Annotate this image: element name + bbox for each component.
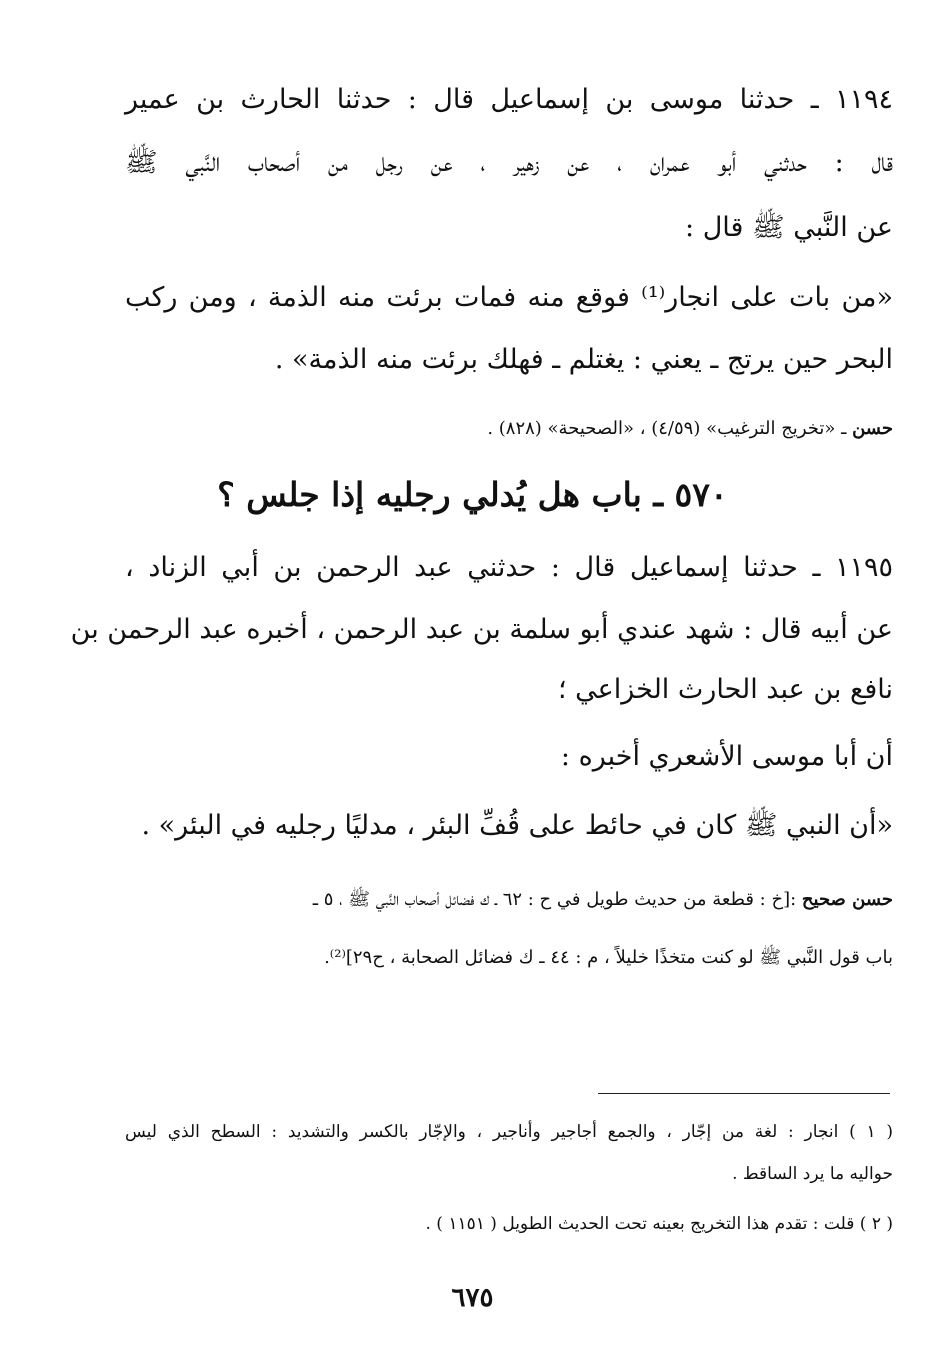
footnote-separator xyxy=(598,1093,890,1094)
hadith-1195-line-5: «أن النبي ﷺ كان في حائط على قُفِّ البئر ، مدليًا رجليه في البئر» . xyxy=(141,810,893,841)
footnote-1-line-1: ( ١ ) انجار : لغة من إجّار ، والجمع أجاجير وأناجير ، والإجّار بالكسر والتشديد : السطح الذي ليس xyxy=(125,1122,893,1142)
hadith-1195-grading-line-2: باب قول النَّبي ﷺ لو كنت متخذًا خليلاً ، م : ٤٤ ـ ك فضائل الصحابة ، ح٢٩]⁽²⁾. xyxy=(324,947,893,968)
hadith-1195-line-4: أن أبا موسى الأشعري أخبره : xyxy=(560,741,893,772)
hadith-1194-line-4: «من بات على انجار⁽¹⁾ فوقع منه فمات برئت منه الذمة ، ومن ركب xyxy=(125,282,893,313)
page-number: ٦٧٥ xyxy=(451,1283,494,1313)
grade-label: حسن xyxy=(852,418,893,439)
grade-sources: :[خ : قطعة من حديث طويل في ح : ٦٢ ـ ك فضائل أصحاب النَّبي ﷺ ، ٥ ـ xyxy=(312,889,802,910)
grade-sources: ـ «تخريج الترغيب» (٤/٥٩) ، «الصحيحة» (٨٢٨) . xyxy=(487,418,853,439)
footnote-1-line-2: حواليه ما يرد الساقط . xyxy=(732,1164,893,1184)
hadith-1195-line-2: عن أبيه قال : شهد عندي أبو سلمة بن عبد الرحمن ، أخبره عبد الرحمن بن xyxy=(70,614,893,645)
hadith-1194-line-2: قال : حدثني أبو عمران ، عن زهير ، عن رجل من أصحاب النَّبي ﷺ xyxy=(125,147,893,178)
hadith-1194-grading xyxy=(125,414,893,444)
footnote-2: ( ٢ ) قلت : تقدم هذا التخريج بعينه تحت الحديث الطويل ( ١١٥١ ) . xyxy=(425,1214,893,1234)
grade-label: حسن صحيح xyxy=(801,889,893,910)
hadith-1194-line-5: البحر حين يرتج ـ يعني : يغتلم ـ فهلك برئت منه الذمة» . xyxy=(274,344,893,375)
hadith-1194-line-1: ١١٩٤ ـ حدثنا موسى بن إسماعيل قال : حدثنا الحارث بن عمير xyxy=(125,84,893,115)
hadith-1195-grading-line-1 xyxy=(125,885,893,915)
hadith-1194-line-3: عن النَّبي ﷺ قال : xyxy=(685,212,893,243)
hadith-1195-line-1: ١١٩٥ ـ حدثنا إسماعيل قال : حدثني عبد الرحمن بن أبي الزناد ، xyxy=(125,552,893,583)
chapter-heading: ٥٧٠ ـ باب هل يُدلي رجليه إذا جلس ؟ xyxy=(217,475,728,514)
hadith-1195-line-3: نافع بن عبد الحارث الخزاعي ؛ xyxy=(557,674,893,705)
